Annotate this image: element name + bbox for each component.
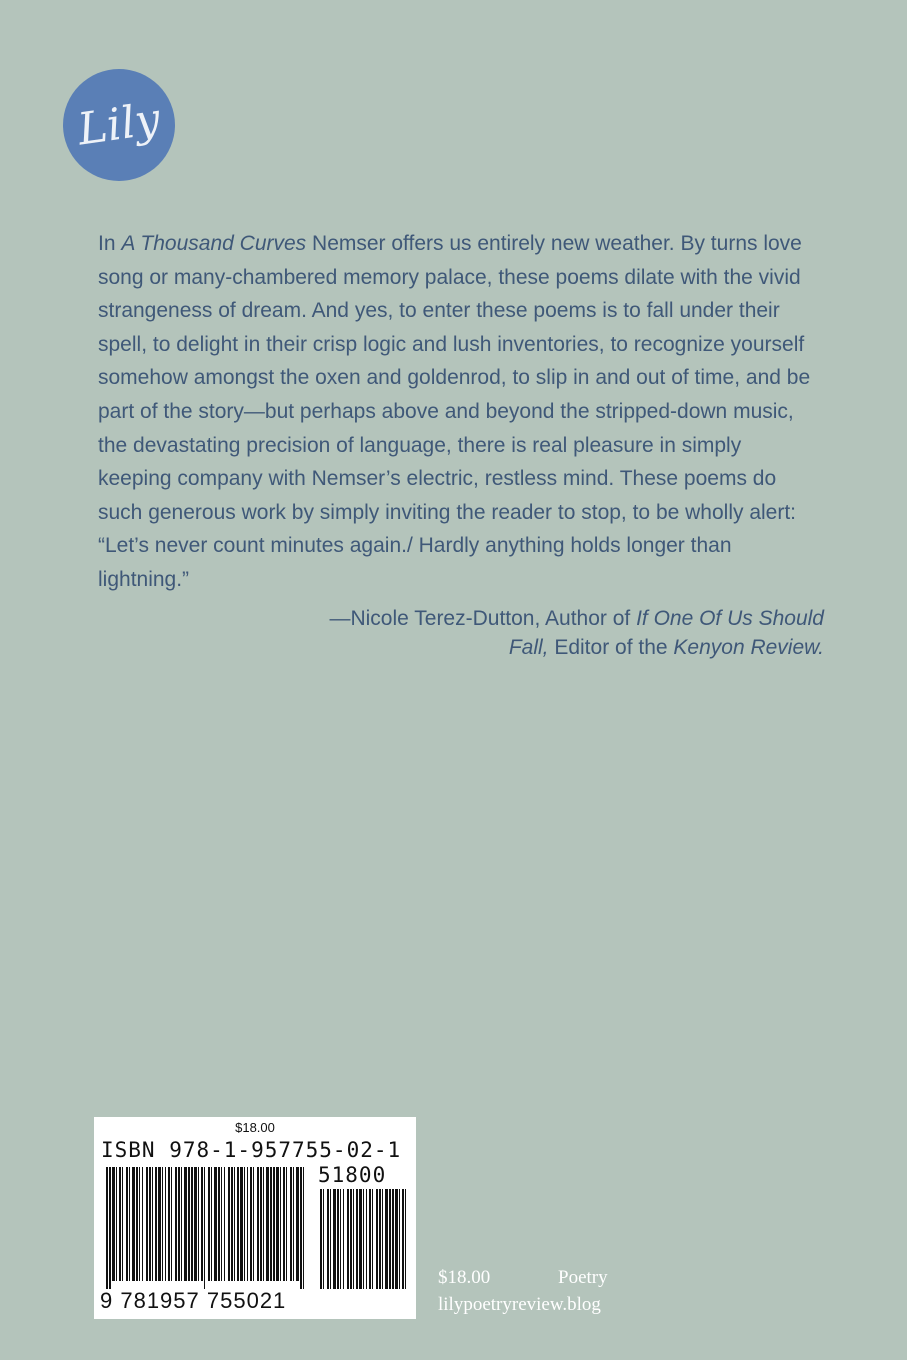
barcode-addon-bar	[369, 1189, 371, 1289]
barcode-bar	[247, 1167, 248, 1281]
barcode-bar	[106, 1167, 108, 1289]
barcode-bar	[198, 1167, 199, 1281]
barcode-bar	[181, 1167, 182, 1281]
barcode-addon-bar	[366, 1189, 367, 1289]
barcode-addon-bar	[356, 1189, 358, 1289]
barcode-bar	[112, 1167, 115, 1281]
barcode-bar	[168, 1167, 170, 1281]
barcode-bar	[191, 1167, 193, 1281]
barcode-bar	[286, 1167, 287, 1281]
barcode-addon-bar	[327, 1189, 329, 1289]
barcode-addon-bar	[382, 1189, 383, 1289]
footer-price: $18.00	[438, 1267, 491, 1288]
barcode-bar	[270, 1167, 272, 1281]
barcode-box	[94, 1117, 416, 1319]
barcode-bar	[158, 1167, 161, 1281]
barcode-bar	[303, 1167, 304, 1289]
barcode-bar	[228, 1167, 230, 1281]
barcode-bar	[263, 1167, 264, 1281]
attribution-journal: Kenyon Review.	[673, 636, 824, 659]
barcode-bar	[126, 1167, 128, 1281]
barcode-bar	[293, 1167, 294, 1281]
barcode-digits: 9 781957 755021	[100, 1288, 287, 1313]
barcode-bar	[129, 1167, 130, 1281]
barcode-addon-bar	[350, 1189, 352, 1289]
barcode-bar	[237, 1167, 239, 1281]
attribution-book: If One Of Us Should Fall,	[508, 607, 824, 659]
barcode-bar	[290, 1167, 292, 1281]
barcode-bar	[283, 1167, 285, 1281]
barcode-addon-bar	[333, 1189, 336, 1289]
barcode-bar	[240, 1167, 243, 1281]
barcode-bar	[165, 1167, 166, 1281]
barcode-bar	[188, 1167, 190, 1281]
barcode-bar	[276, 1167, 279, 1281]
barcode-isbn: ISBN 978-1-957755-02-1	[101, 1138, 402, 1162]
attribution-editor-of: Editor of the	[548, 636, 674, 659]
barcode-bar	[221, 1167, 222, 1281]
barcode-bar	[201, 1167, 203, 1281]
blurb-body: Nemser offers us entirely new weather. By turns love song or many-chambered memory palace, these poems dilate with the vivid strangeness of dream. And yes, to enter these poems is to fall under their spell, to delight in their crisp logic and lush inventories, to recognize yourself somehow amongst the oxen and goldenrod, to slip in and out of time, and be part of the story—but perhaps above and beyond the stripped-down music, the devastating precision of language, there is real pleasure in simply keeping company with Nemser’s electric, restless mind. These poems do such generous work by simply inviting the reader to stop, to be wholly alert: “Let’s never count minutes again./ Hardly anything holds longer than lightning.”	[98, 232, 811, 591]
barcode-bar	[142, 1167, 143, 1281]
barcode-addon-bar	[402, 1189, 404, 1289]
barcode-bar	[178, 1167, 180, 1281]
barcode-bar	[300, 1167, 302, 1289]
barcode-bar	[116, 1167, 117, 1281]
barcode-bar	[250, 1167, 252, 1281]
barcode-bar	[175, 1167, 177, 1281]
barcode-addon-bar	[379, 1189, 381, 1289]
barcode-addon-bar	[372, 1189, 373, 1289]
barcode-bar	[208, 1167, 210, 1281]
barcode-bar	[231, 1167, 233, 1281]
barcode-bar	[214, 1167, 217, 1281]
footer-url[interactable]: lilypoetryreview.blog	[438, 1294, 601, 1315]
barcode-addon-bar	[320, 1189, 322, 1289]
barcode-addon-bar	[343, 1189, 344, 1289]
barcode-addon-bar	[385, 1189, 388, 1289]
barcode-bar	[211, 1167, 212, 1281]
barcode-bar	[257, 1167, 259, 1281]
barcode-addon-bar	[347, 1189, 349, 1289]
barcode-addon-bar	[389, 1189, 391, 1289]
barcode-bar	[109, 1167, 111, 1289]
blurb	[98, 227, 818, 597]
publisher-logo	[63, 69, 175, 181]
barcode-bar	[152, 1167, 153, 1281]
blurb-intro: In	[98, 232, 122, 255]
barcode-bar	[194, 1167, 197, 1281]
attribution-author-of: Author of	[540, 607, 637, 630]
barcode-addon-bar	[330, 1189, 331, 1289]
barcode-bar	[260, 1167, 262, 1281]
barcode-price: $18.00	[235, 1120, 275, 1135]
barcode-addon-bar	[323, 1189, 324, 1289]
barcode-addon-bar	[363, 1189, 364, 1289]
logo-text: Lily	[74, 93, 164, 156]
barcode-bar	[136, 1167, 138, 1281]
barcode-bar	[266, 1167, 269, 1281]
attribution	[300, 604, 824, 662]
barcode-addon-bar	[337, 1189, 339, 1289]
barcode-bar	[204, 1167, 205, 1289]
blurb-book-title: A Thousand Curves	[121, 232, 307, 255]
barcode-bar	[139, 1167, 140, 1281]
barcode-addon-bar	[340, 1189, 341, 1289]
barcode-bar	[119, 1167, 121, 1281]
barcode-bar	[184, 1167, 187, 1281]
barcode-bar	[122, 1167, 123, 1281]
barcode-bar	[171, 1167, 172, 1281]
barcode-bar	[280, 1167, 281, 1281]
barcode-addon-bar	[376, 1189, 378, 1289]
barcode-bar	[253, 1167, 254, 1281]
barcode-bar	[146, 1167, 148, 1281]
barcode-bar	[273, 1167, 275, 1281]
barcode-bar	[234, 1167, 235, 1281]
barcode-bar	[224, 1167, 225, 1281]
attribution-name: —Nicole Terez-Dutton,	[329, 607, 541, 630]
barcode-bar	[296, 1167, 299, 1281]
barcode-addon-bar	[405, 1189, 406, 1289]
barcode-bar	[155, 1167, 157, 1281]
barcode-addon-bar	[399, 1189, 400, 1289]
barcode-bar	[149, 1167, 151, 1281]
barcode-addon-bar	[359, 1189, 362, 1289]
barcode-addon-bar	[353, 1189, 354, 1289]
barcode-bar	[162, 1167, 163, 1281]
barcode-bar	[218, 1167, 220, 1281]
footer-genre: Poetry	[558, 1267, 608, 1288]
barcode-addon-bar	[392, 1189, 394, 1289]
barcode-bar	[132, 1167, 135, 1281]
barcode-addon-number: 51800	[318, 1163, 387, 1187]
barcode-addon-bar	[395, 1189, 398, 1289]
barcode-bar	[244, 1167, 245, 1281]
